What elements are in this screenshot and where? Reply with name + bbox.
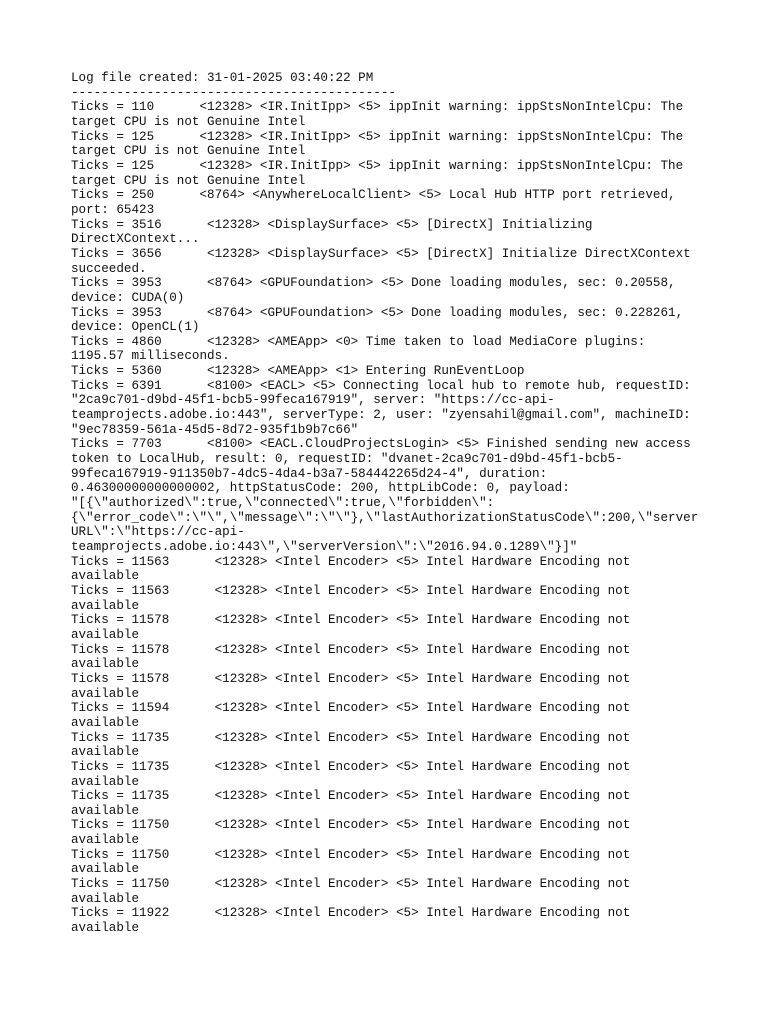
log-line: available: [71, 715, 140, 730]
log-line: available: [71, 833, 140, 848]
log-line: Ticks = 3656 <12328> <DisplaySurface> <5> [DirectX] Initialize DirectXContext: [71, 246, 691, 261]
log-separator: -------------------------------------------: [71, 85, 396, 100]
log-line: Ticks = 11735 <12328> <Intel Encoder> <5> Intel Hardware Encoding not: [71, 759, 631, 774]
log-line: Ticks = 4860 <12328> <AMEApp> <0> Time taken to load MediaCore plugins:: [71, 334, 646, 349]
log-line: device: OpenCL(1): [71, 320, 200, 335]
log-line: Ticks = 11563 <12328> <Intel Encoder> <5> Intel Hardware Encoding not: [71, 583, 631, 598]
log-line: Ticks = 11735 <12328> <Intel Encoder> <5> Intel Hardware Encoding not: [71, 789, 631, 804]
log-line: teamprojects.adobe.io:443\",\"serverVersion\":\"2016.94.0.1289\"}]": [71, 540, 578, 554]
log-line: 99feca167919-911350b7-4dc5-4da4-b3a7-584442265d24-4", duration:: [71, 466, 548, 481]
log-line: available: [71, 686, 140, 701]
log-line: teamprojects.adobe.io:443", serverType: 2, user: "zyensahil@gmail.com", machineID:: [71, 408, 691, 423]
log-line: Ticks = 11750 <12328> <Intel Encoder> <5> Intel Hardware Encoding not: [71, 847, 631, 862]
log-line: target CPU is not Genuine Intel: [71, 173, 306, 188]
log-line: Ticks = 11594 <12328> <Intel Encoder> <5> Intel Hardware Encoding not: [71, 701, 631, 716]
log-line: Ticks = 5360 <12328> <AMEApp> <1> Entering RunEventLoop: [71, 364, 525, 379]
log-line: port: 65423: [71, 202, 155, 217]
log-line: "[{\"authorized\":true,\"connected\":true,\"forbidden\":: [71, 496, 495, 511]
log-line: device: CUDA(0): [71, 290, 185, 305]
log-line: 1195.57 milliseconds.: [71, 349, 230, 364]
log-line: Ticks = 11750 <12328> <Intel Encoder> <5> Intel Hardware Encoding not: [71, 818, 631, 833]
log-document: [71, 71, 711, 936]
log-line: token to LocalHub, result: 0, requestID: "dvanet-2ca9c701-d9bd-45f1-bcb5-: [71, 452, 623, 467]
log-line: 0.46300000000000002, httpStatusCode: 200, httpLibCode: 0, payload:: [71, 481, 570, 496]
log-line: available: [71, 891, 140, 906]
log-line: Ticks = 125 <12328> <IR.InitIpp> <5> ippInit warning: ippStsNonIntelCpu: The: [71, 129, 684, 144]
log-line: URL\":\"https://cc-api-: [71, 525, 245, 540]
log-line: DirectXContext...: [71, 232, 200, 247]
log-line: available: [71, 745, 140, 760]
log-line: succeeded.: [71, 261, 147, 276]
log-line: "9ec78359-561a-45d5-8d72-935f1b9b7c66": [71, 422, 359, 437]
log-header: Log file created: 31-01-2025 03:40:22 PM: [71, 71, 374, 85]
log-line: available: [71, 803, 140, 818]
log-line: {\"error_code\":\"\",\"message\":\"\"},\"lastAuthorizationStatusCode\":200,\"server: [71, 510, 699, 525]
log-line: available: [71, 569, 140, 584]
log-line: target CPU is not Genuine Intel: [71, 114, 306, 129]
log-line: Ticks = 7703 <8100> <EACL.CloudProjectsLogin> <5> Finished sending new access: [71, 437, 691, 452]
log-line: Ticks = 11750 <12328> <Intel Encoder> <5> Intel Hardware Encoding not: [71, 877, 631, 892]
log-line: "2ca9c701-d9bd-45f1-bcb5-99feca167919", server: "https://cc-api-: [71, 393, 555, 408]
log-line: Ticks = 6391 <8100> <EACL> <5> Connecting local hub to remote hub, requestID:: [71, 378, 691, 393]
log-line: Ticks = 3953 <8764> <GPUFoundation> <5> Done loading modules, sec: 0.20558,: [71, 276, 676, 291]
log-line: Ticks = 11578 <12328> <Intel Encoder> <5> Intel Hardware Encoding not: [71, 613, 631, 628]
log-line: available: [71, 627, 140, 642]
log-line: Ticks = 110 <12328> <IR.InitIpp> <5> ippInit warning: ippStsNonIntelCpu: The: [71, 100, 684, 115]
log-line: Ticks = 3516 <12328> <DisplaySurface> <5> [DirectX] Initializing: [71, 217, 593, 232]
log-line: Ticks = 11922 <12328> <Intel Encoder> <5> Intel Hardware Encoding not: [71, 906, 631, 921]
log-line: Ticks = 11735 <12328> <Intel Encoder> <5> Intel Hardware Encoding not: [71, 730, 631, 745]
log-line: available: [71, 774, 140, 789]
log-line: available: [71, 657, 140, 672]
log-line: Ticks = 3953 <8764> <GPUFoundation> <5> Done loading modules, sec: 0.228261,: [71, 305, 684, 320]
log-line: Ticks = 250 <8764> <AnywhereLocalClient> <5> Local Hub HTTP port retrieved,: [71, 188, 676, 203]
log-line: Ticks = 11563 <12328> <Intel Encoder> <5> Intel Hardware Encoding not: [71, 554, 631, 569]
log-line: available: [71, 921, 140, 936]
log-line: Ticks = 125 <12328> <IR.InitIpp> <5> ippInit warning: ippStsNonIntelCpu: The: [71, 158, 684, 173]
log-line: target CPU is not Genuine Intel: [71, 144, 306, 159]
log-line: available: [71, 598, 140, 613]
log-line: Ticks = 11578 <12328> <Intel Encoder> <5> Intel Hardware Encoding not: [71, 671, 631, 686]
log-line: available: [71, 862, 140, 877]
log-line: Ticks = 11578 <12328> <Intel Encoder> <5> Intel Hardware Encoding not: [71, 642, 631, 657]
